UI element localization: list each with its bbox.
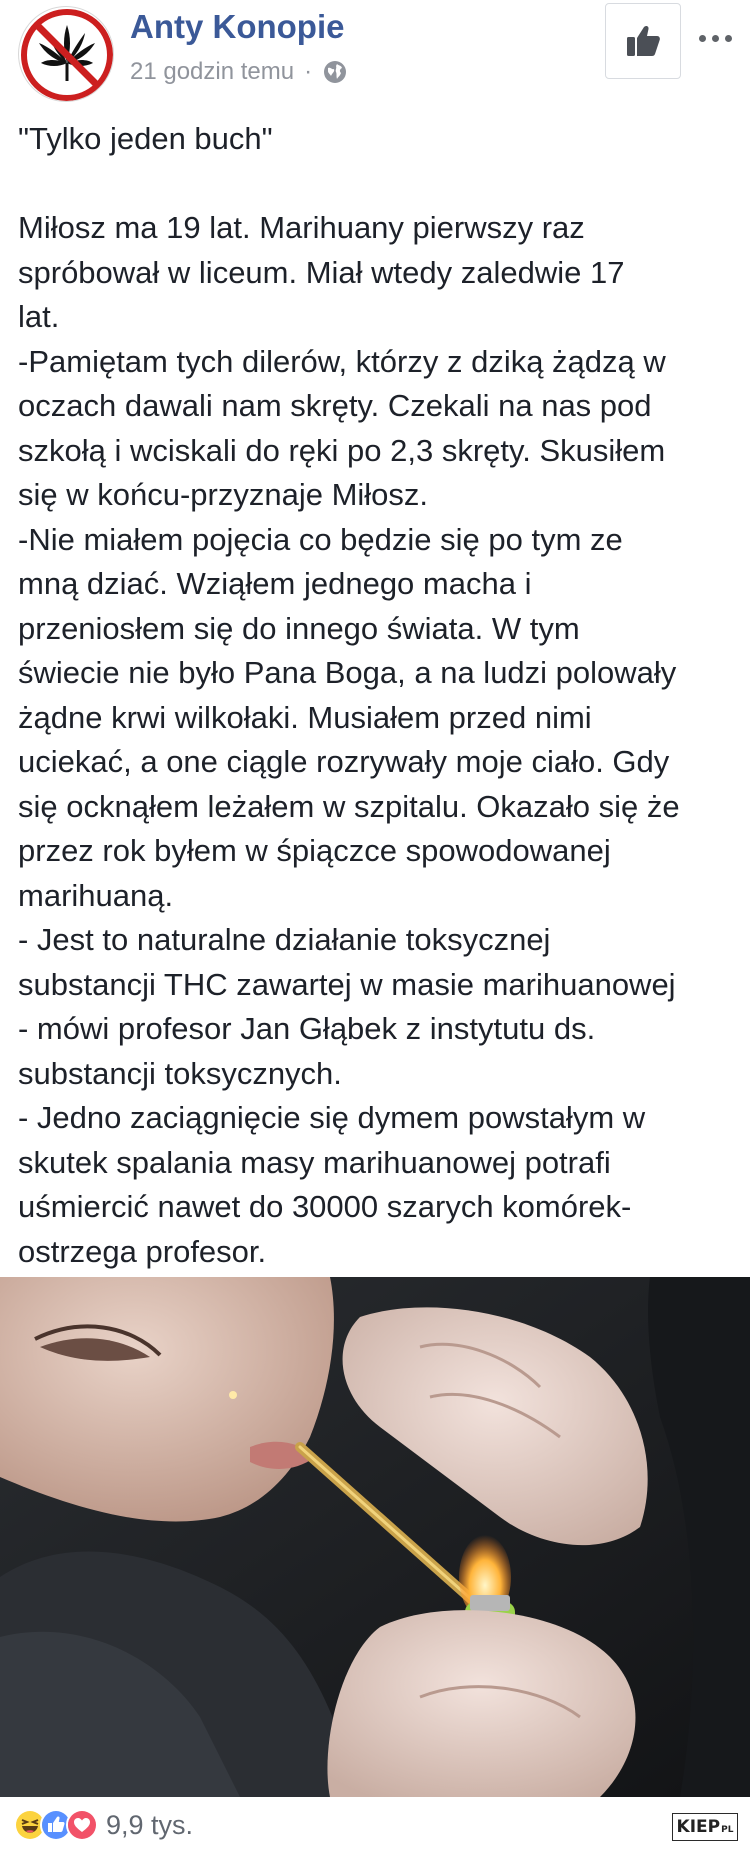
globe-icon <box>322 59 348 85</box>
like-page-button[interactable] <box>605 3 681 79</box>
crossed-out-cannabis-leaf-icon <box>19 7 114 102</box>
post-paragraph: -Pamiętam tych dilerów, którzy z dziką żądzą w oczach dawali nam skręty. Czekali na nas pod szkołą i wciskali do ręki po 2,3 skręty. Skusiłem się w końcu-przyznaje Miłosz. <box>18 343 666 512</box>
kiep-watermark-logo <box>672 1813 738 1841</box>
post-paragraph: Miłosz ma 19 lat. Marihuany pierwszy raz spróbował w liceum. Miał wtedy zaledwie 17 lat. <box>18 210 625 334</box>
reactions-count[interactable]: 9,9 tys. <box>106 1809 194 1840</box>
page-avatar[interactable] <box>18 6 114 102</box>
reactions-summary[interactable] <box>14 1809 193 1841</box>
post-header <box>0 0 750 110</box>
page-name-link[interactable]: Anty Konopie <box>130 8 345 45</box>
post-paragraph: -Nie miałem pojęcia co będzie się po tym ze mną dziać. Wziąłem jednego macha i przeniosłem się do innego świata. W tym świecie nie było Pana Boga, a na ludzi polowały żądne krwi wilkołaki. Musiałem przed nimi uciekać, a one ciągle rozrywały moje ciało. Gdy się ocknąłem leżałem w szpitalu. Okazało się że przez rok byłem w śpiączce spowodowanej marihuaną. <box>18 521 680 913</box>
meta-separator: · <box>304 58 313 85</box>
post-body <box>18 117 740 1274</box>
post-meta <box>130 58 348 86</box>
post-paragraph: - Jedno zaciągnięcie się dymem powstałym w skutek spalania masy marihuanowej potrafi uśmiercić nawet do 30000 szarych komórek- ostrzega profesor. <box>18 1100 646 1269</box>
watermark-suffix: PL <box>721 1825 734 1835</box>
more-dots-icon <box>699 35 706 42</box>
post-title: "Tylko jeden buch" <box>18 121 273 156</box>
post-footer <box>0 1797 750 1853</box>
watermark-text: KIEP <box>676 1817 721 1837</box>
post-paragraph: - Jest to naturalne działanie toksycznej substancji THC zawartej w masie marihuanowej - mówi profesor Jan Głąbek z instytutu ds. substancji toksycznych. <box>18 922 676 1091</box>
thumbs-up-icon <box>624 22 662 60</box>
post-timestamp[interactable]: 21 godzin temu <box>130 58 295 85</box>
love-icon <box>66 1809 98 1841</box>
more-options-button[interactable] <box>690 18 740 58</box>
photo-person-smoking-pipe <box>0 1277 750 1797</box>
post-photo[interactable] <box>0 1277 750 1797</box>
